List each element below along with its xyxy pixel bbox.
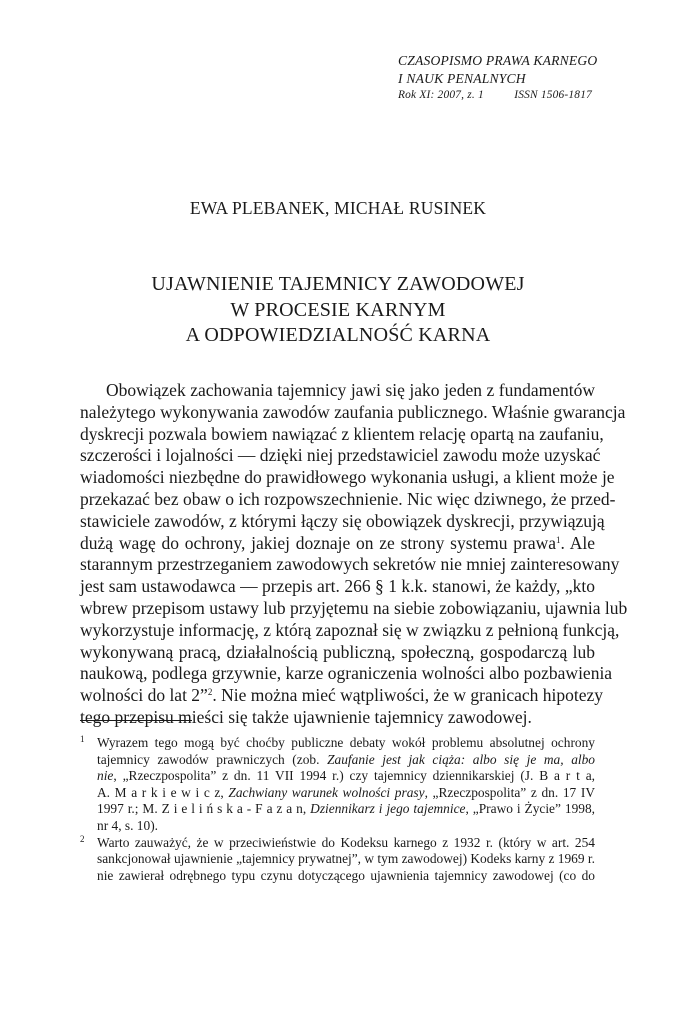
body-line: szczerości i lojalności — dzięki niej przedstawiciel zawodu może uzyskać xyxy=(80,445,601,466)
body-line-text: dużą wagę do ochrony, jakiej doznaje on ze strony systemu prawa xyxy=(80,532,557,553)
footnote-line xyxy=(97,768,595,785)
footnote-line: Wyrazem tego mogą być choćby publiczne debaty wokół problemu absolutnej ochrony xyxy=(97,735,595,750)
body-line-text: wolności do lat 2” xyxy=(80,685,208,706)
footnote-2 xyxy=(80,835,595,885)
footnote-text: , „Rzeczpospolita” z dn. 11 VII 1994 r.) czy tajemnicy dziennikarskiej (J. B a r t a, xyxy=(113,768,595,784)
body-line: starannym przestrzeganiem zawodowych sekretów nie mniej zainteresowany xyxy=(80,554,620,575)
footnote-text: , „Rzeczpospolita” z dn. 17 IV xyxy=(424,784,596,800)
body-line: wykonywaną pracą, działalnością publiczną, społeczną, gospodarczą lub xyxy=(80,641,595,662)
footnote-text: A. M a r k i e w i c z, xyxy=(97,784,229,800)
footnote-line xyxy=(97,785,595,802)
footnote-separator xyxy=(80,720,192,721)
footnote-ref-2[interactable]: 2 xyxy=(207,687,213,698)
journal-title-line2: I NAUK PENALNYCH xyxy=(398,71,526,86)
footnote-ref-1[interactable]: 1 xyxy=(556,534,561,545)
body-line: wbrew przepisom ustawy lub przyjętemu na siebie zobowiązaniu, ujawnia lub xyxy=(80,597,628,618)
article-authors: EWA PLEBANEK, MICHAŁ RUSINEK xyxy=(189,198,487,218)
journal-issn: ISSN 1506-1817 xyxy=(514,89,592,101)
body-line-with-footnote-2 xyxy=(80,685,604,707)
body-line: dyskrecji pozwala bowiem nawiązać z klientem relację opartą na zaufaniu, xyxy=(80,423,604,444)
body-line-with-footnote-1 xyxy=(80,533,595,555)
body-line: stawiciele zawodów, z którymi łączy się obowiązek dyskrecji, przywiązują xyxy=(80,510,605,531)
journal-title-line1: CZASOPISMO PRAWA KARNEGO xyxy=(398,53,598,68)
footnote-text: , „Prawo i Życie” 1998, xyxy=(465,801,595,817)
article-title xyxy=(0,272,676,349)
footnote-line: Warto zauważyć, że w przeciwieństwie do Kodeksu karnego z 1932 r. (który w art. 254 xyxy=(97,834,595,850)
footnote-line: nie zawierał odrębnego typu czynu dotyczącego ujawnienia tajemnicy zawodowej (co do xyxy=(97,867,595,883)
footnote-text: 1997 r.; M. Z i e l i ń s k a - F a z a n, xyxy=(97,801,311,817)
footnote-line: sankcjonował ujawnienie „tajemnicy prywatnej”, w tym zawodowej) Kodeks karny z 1969 r. xyxy=(97,851,595,867)
journal-header xyxy=(398,52,608,102)
body-line-text: . Ale xyxy=(560,532,595,553)
body-line: Obowiązek zachowania tajemnicy jawi się jako jeden z fundamentów xyxy=(106,380,595,400)
footnote-italic-title: Zaufanie jest jak ciąża: albo się je ma, albo xyxy=(327,751,595,767)
footnote-italic-title: Dziennikarz i jego tajemnice xyxy=(310,801,466,817)
footnote-text: tajemnicy zawodów prawniczych (zob. xyxy=(97,751,328,767)
body-line: należytego wykonywania zawodów zaufania publicznego. Właśnie gwarancja xyxy=(80,401,626,422)
footnote-number: 1 xyxy=(80,734,85,744)
footnote-italic-title: Zachwiany warunek wolności prasy xyxy=(228,784,425,800)
body-line: wiadomości niezbędne do prawidłowego wykonania usługi, a klient może je xyxy=(80,467,615,488)
footnote-line xyxy=(97,801,595,818)
footnote-line xyxy=(97,752,595,769)
body-line: przekazać bez obaw o ich rozpowszechnienie. Nic więc dziwnego, że przed- xyxy=(80,488,616,509)
article-body xyxy=(80,380,628,729)
body-line: wykorzystuje informację, z którą zapoznał się w związku z pełnioną funkcją, xyxy=(80,619,620,640)
body-line: tego przepisu mieści się także ujawnienie tajemnicy zawodowej. xyxy=(80,706,532,727)
footnote-italic-title: nie xyxy=(97,768,114,784)
journal-year-issue: Rok XI: 2007, z. 1 xyxy=(398,89,484,101)
body-line: naukową, podlega grzywnie, karze ograniczenia wolności albo pozbawienia xyxy=(80,663,613,684)
title-line-3: A ODPOWIEDZIALNOŚĆ KARNA xyxy=(185,324,491,346)
title-line-2: W PROCESIE KARNYM xyxy=(230,298,446,321)
footnotes xyxy=(80,735,595,884)
footnote-1 xyxy=(80,735,595,835)
footnote-number: 2 xyxy=(80,833,85,844)
body-line-text: . Nie można mieć wątpliwości, że w granicach hipotezy xyxy=(212,685,604,706)
title-line-1: UJAWNIENIE TAJEMNICY ZAWODOWEJ xyxy=(151,273,525,295)
journal-meta xyxy=(398,88,592,102)
body-line: jest sam ustawodawca — przepis art. 266 § 1 k.k. stanowi, że każdy, „kto xyxy=(80,576,595,597)
footnote-line: nr 4, s. 10). xyxy=(97,817,158,833)
